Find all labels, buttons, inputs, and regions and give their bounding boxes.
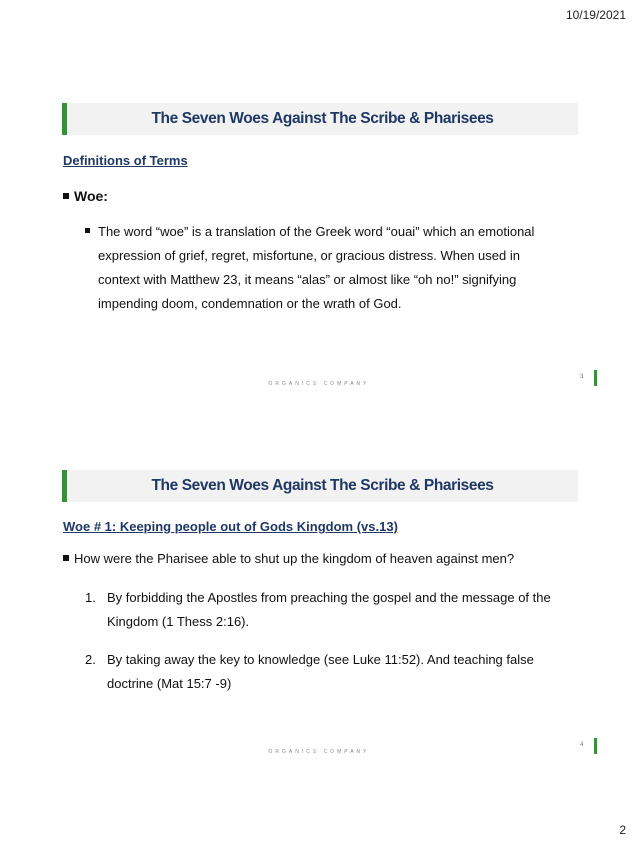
definition-bullet bbox=[86, 220, 556, 316]
square-bullet-icon bbox=[63, 555, 69, 561]
definition-text: The word “woe” is a translation of the Greek word “ouai” which an emotional expression of grief, regret, misfortune, or gracious distress. When used in context with Matthew 23, it means “alas” or almost like “oh no!” signifying impending doom, condemnation or the wrath of God. bbox=[98, 224, 535, 311]
term-label: Woe: bbox=[74, 188, 108, 204]
slide-number: 3 bbox=[580, 374, 584, 380]
slide-title: The Seven Woes Against The Scribe & Pharisees bbox=[151, 110, 494, 127]
footer-company: ORGANICS COMPANY bbox=[268, 381, 370, 387]
list-item-text: By forbidding the Apostles from preaching the gospel and the message of the Kingdom (1 Thess 2:16). bbox=[107, 590, 551, 629]
section-heading: Woe # 1: Keeping people out of Gods Kingdom (vs.13) bbox=[63, 519, 398, 534]
section-heading: Definitions of Terms bbox=[63, 153, 188, 168]
slide-title-bar bbox=[62, 470, 578, 502]
date-header: 10/19/2021 bbox=[565, 8, 626, 22]
square-bullet-icon bbox=[63, 193, 69, 199]
list-item-number: 1. bbox=[85, 590, 96, 605]
footer-company: ORGANICS COMPANY bbox=[268, 749, 370, 755]
question-bullet bbox=[63, 551, 583, 566]
slide-title: The Seven Woes Against The Scribe & Pharisees bbox=[151, 477, 494, 494]
page-number: 2 bbox=[619, 823, 626, 837]
slide-accent-bar bbox=[594, 738, 597, 754]
list-item-text: By taking away the key to knowledge (see Luke 11:52). And teaching false doctrine (Mat 15:7 -9) bbox=[107, 652, 534, 691]
term-bullet bbox=[63, 188, 108, 204]
slide-number: 4 bbox=[580, 742, 584, 748]
square-bullet-icon bbox=[85, 228, 90, 233]
question-text: How were the Pharisee able to shut up the kingdom of heaven against men? bbox=[74, 551, 515, 566]
list-item-number: 2. bbox=[85, 652, 96, 667]
list-item bbox=[85, 586, 565, 634]
list-item bbox=[85, 648, 565, 696]
slide-title-bar bbox=[62, 103, 578, 135]
slide-accent-bar bbox=[594, 370, 597, 386]
